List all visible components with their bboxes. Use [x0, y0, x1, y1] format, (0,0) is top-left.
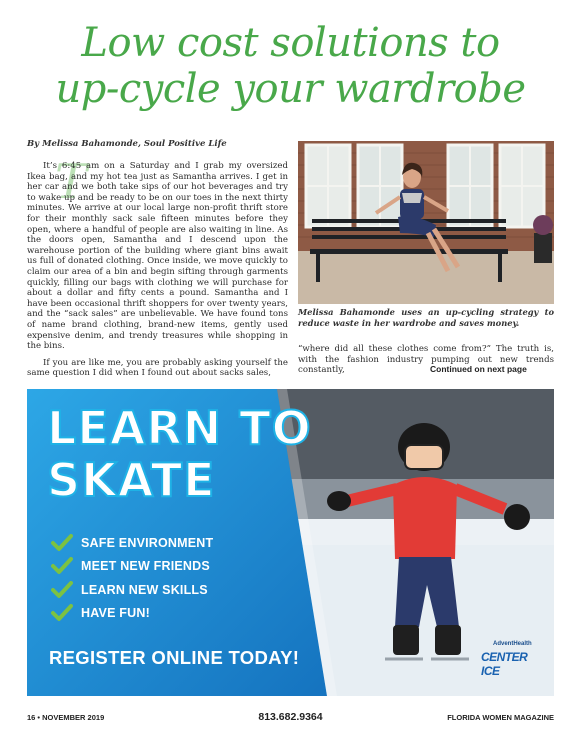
ad-benefit-label: SAFE ENVIRONMENT: [81, 535, 214, 550]
left-column: [27, 161, 288, 385]
article-paragraph-2: If you are like me, you are probably asking yourself the same question I did when I found out about sacks sales,: [27, 357, 288, 379]
phone-number: 813.682.9364: [258, 711, 323, 723]
ad-benefit-list: [51, 531, 213, 625]
logo-line-1: AdventHealth: [493, 641, 532, 647]
checkmark-icon: [51, 604, 73, 622]
ad-benefit-item: [51, 578, 213, 602]
bench-photo-illustration: [298, 141, 554, 304]
ad-benefit-label: LEARN NEW SKILLS: [81, 582, 208, 597]
ad-benefit-item: [51, 602, 213, 626]
article-photo: [298, 141, 554, 304]
ad-benefit-item: [51, 555, 213, 579]
ad-title-line-2: SKATE: [47, 453, 216, 507]
center-ice-logo: [479, 639, 547, 678]
skate-advertisement[interactable]: [27, 389, 554, 696]
byline: By Melissa Bahamonde, Soul Positive Life: [27, 139, 227, 149]
register-online-cta[interactable]: REGISTER ONLINE TODAY!: [49, 647, 300, 668]
checkmark-icon: [51, 557, 73, 575]
page-number-date: 16 • NOVEMBER 2019: [27, 713, 105, 722]
drop-cap: T: [55, 154, 88, 210]
ad-benefit-item: [51, 531, 213, 555]
headline: [0, 20, 581, 112]
headline-line-1: Low cost solutions to: [81, 20, 500, 66]
checkmark-icon: [51, 581, 73, 599]
logo-line-2: CENTER ICE: [481, 650, 528, 678]
article-paragraph-3: “where did all these clothes come from?” The truth is, with the fashion industry pumping out new trends constantly,: [298, 344, 554, 376]
photo-caption: Melissa Bahamonde uses an up-cycling strategy to reduce waste in her wardrobe and saves money.: [298, 307, 554, 328]
ad-benefit-label: HAVE FUN!: [81, 606, 150, 621]
publication-name: FLORIDA WOMEN MAGAZINE: [447, 713, 554, 722]
continued-on-next-page: Continued on next page: [430, 364, 527, 374]
ad-title-line-1: LEARN TO: [47, 401, 312, 455]
article-paragraph-1: It’s 6:45 am on a Saturday and I grab my oversized Ikea bag, and my hot tea just as Samantha arrives. I get in her car and we both take sips of our hot beverages and try to wake up and be ready to be on our toes in the next thirty minutes. We arrive at our local large non-profit thrift store for their monthly sack sale fifteen minutes before they open, where a handful of people are also waiting in line. As the doors open, Samantha and I descend upon the warehouse portion of the building where giant bins await us full of donated clothing. Once inside, we move quickly to claim our area of a bin and begin sifting through garments quickly, filling our bags with clothing we will purchase for about a dollar and fifty cents a pound. Samantha and I have been occasional thrift shoppers for over twenty years, and the “sack sales” are unbelievable. We have found tons of name brand clothing, brand-new items, gently used expensive denim, and trendy treasures while shopping in the bins.: [27, 161, 288, 352]
checkmark-icon: [51, 534, 73, 552]
page-footer: [27, 712, 554, 726]
ad-benefit-label: MEET NEW FRIENDS: [81, 559, 210, 574]
headline-line-2: up-cycle your wardrobe: [55, 66, 526, 112]
